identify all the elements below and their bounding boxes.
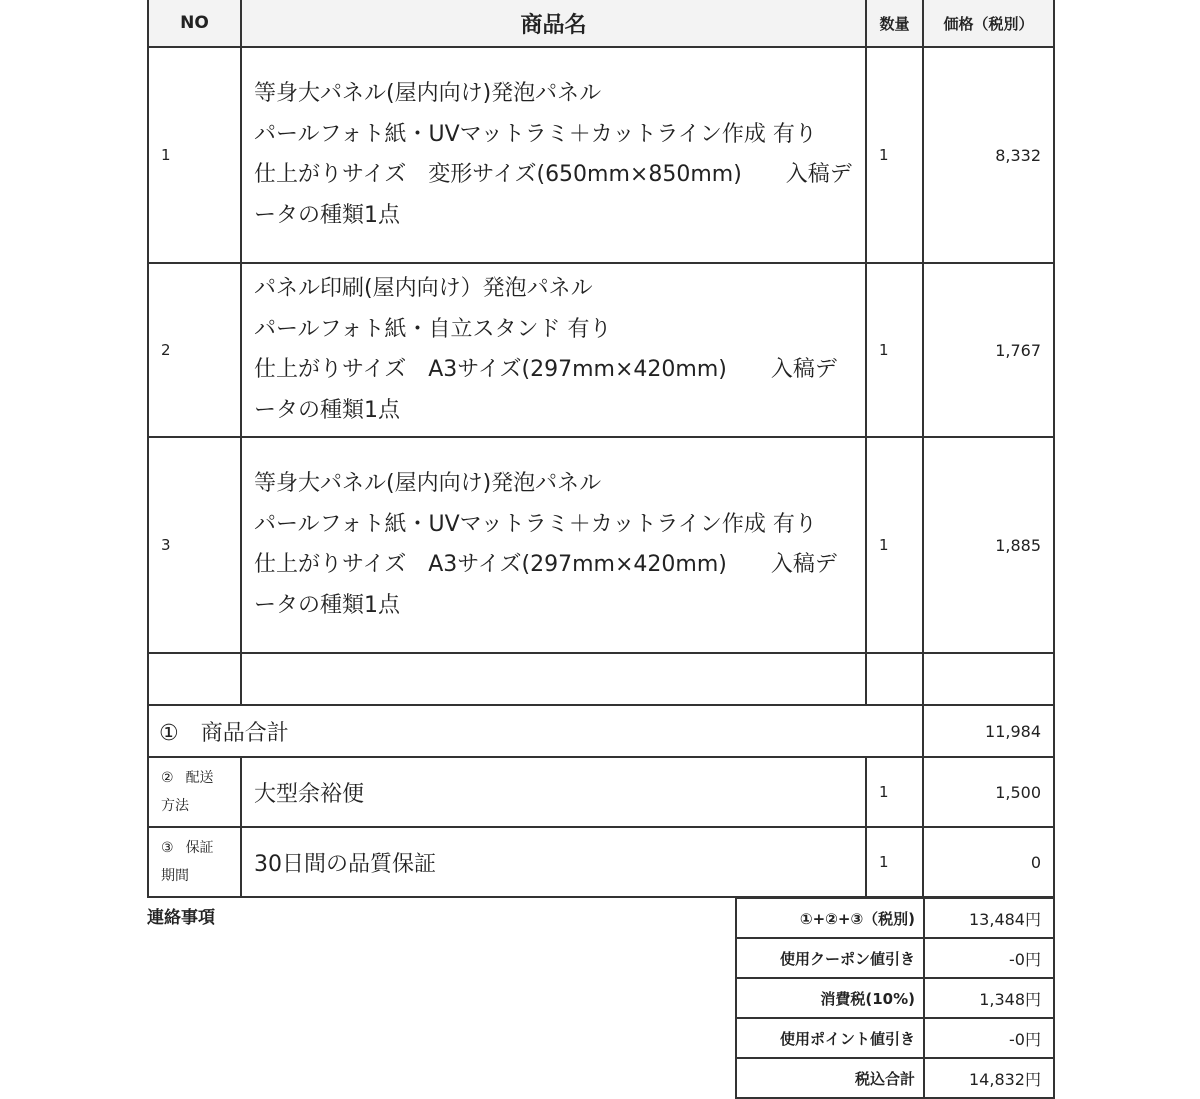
blank-cell: [866, 653, 923, 705]
shipping-price: 1,500: [923, 757, 1054, 827]
warranty-name: 30日間の品質保証: [241, 827, 866, 897]
summary-value: 1,348円: [924, 978, 1054, 1018]
item-desc-line: 仕上がりサイズ A3サイズ(297mm×420mm) 入稿データの種類1点: [254, 357, 837, 423]
item-desc-line: 等身大パネル(屋内向け)発泡パネル: [254, 81, 602, 106]
warranty-label-b: 期間: [161, 868, 189, 884]
summary-value: 13,484円: [924, 898, 1054, 938]
item-price: 1,885: [923, 437, 1054, 653]
item-no: 3: [148, 437, 241, 653]
shipping-label-line-1: [161, 764, 236, 792]
summary-label: 使用ポイント値引き: [736, 1018, 924, 1058]
item-price: 1,767: [923, 263, 1054, 437]
item-desc-line: パネル印刷(屋内向け）発泡パネル: [254, 276, 593, 301]
item-desc-line: 等身大パネル(屋内向け)発泡パネル: [254, 471, 602, 496]
summary-total-row: [736, 1058, 1054, 1098]
item-quantity: 1: [866, 263, 923, 437]
item-description: [241, 263, 866, 437]
item-quantity: 1: [866, 47, 923, 263]
item-desc-line: 仕上がりサイズ 変形サイズ(650mm×850mm) 入稿データの種類1点: [254, 162, 852, 228]
item-desc-line: パールフォト紙・UVマットラミ＋カットライン作成 有り: [254, 121, 817, 147]
blank-cell: [148, 653, 241, 705]
shipping-method: 大型余裕便: [241, 757, 866, 827]
item-quantity: 1: [866, 437, 923, 653]
item-row-3: [148, 437, 1054, 653]
header-price: 価格（税別）: [923, 0, 1054, 47]
subtotal-row: [148, 705, 1054, 757]
shipping-label-b: 方法: [161, 798, 189, 814]
warranty-row: [148, 827, 1054, 897]
shipping-quantity: 1: [866, 757, 923, 827]
warranty-label-a: 保証: [185, 840, 214, 856]
summary-total-label: 税込合計: [736, 1058, 924, 1098]
shipping-row: [148, 757, 1054, 827]
warranty-price: 0: [923, 827, 1054, 897]
summary-value: -0円: [924, 1018, 1054, 1058]
item-desc-line: パールフォト紙・自立スタンド 有り: [254, 316, 612, 342]
summary-label: 使用クーポン値引き: [736, 938, 924, 978]
notes-heading: 連絡事項: [147, 908, 215, 928]
shipping-mark: ②: [161, 770, 174, 786]
item-desc-line: パールフォト紙・UVマットラミ＋カットライン作成 有り: [254, 511, 817, 537]
order-items-table: [147, 0, 1055, 898]
warranty-mark: ③: [161, 840, 174, 856]
shipping-label: [148, 757, 241, 827]
subtotal-label: [148, 705, 923, 757]
warranty-quantity: 1: [866, 827, 923, 897]
item-description: [241, 47, 866, 263]
summary-total-value: 14,832円: [924, 1058, 1054, 1098]
subtotal-label-text: 商品合計: [200, 720, 289, 746]
item-price: 8,332: [923, 47, 1054, 263]
header-no: NO: [148, 0, 241, 47]
table-header-row: [148, 0, 1054, 47]
warranty-label-line-1: [161, 834, 236, 862]
blank-row: [148, 653, 1054, 705]
item-row-2: [148, 263, 1054, 437]
item-desc-line: 仕上がりサイズ A3サイズ(297mm×420mm) 入稿データの種類1点: [254, 552, 837, 618]
blank-cell: [923, 653, 1054, 705]
summary-label: 消費税(10%): [736, 978, 924, 1018]
subtotal-mark: ①: [159, 720, 179, 746]
header-quantity: 数量: [866, 0, 923, 47]
summary-value: -0円: [924, 938, 1054, 978]
shipping-label-a: 配送: [185, 770, 214, 786]
summary-table: [735, 897, 1055, 1099]
summary-row: [736, 978, 1054, 1018]
item-row-1: [148, 47, 1054, 263]
subtotal-value: 11,984: [923, 705, 1054, 757]
summary-row: [736, 1018, 1054, 1058]
summary-label: ①+②+③（税別): [736, 898, 924, 938]
summary-row: [736, 938, 1054, 978]
header-product-name: 商品名: [241, 0, 866, 47]
item-no: 1: [148, 47, 241, 263]
item-no: 2: [148, 263, 241, 437]
summary-row: [736, 898, 1054, 938]
warranty-label: [148, 827, 241, 897]
blank-cell: [241, 653, 866, 705]
item-description: [241, 437, 866, 653]
